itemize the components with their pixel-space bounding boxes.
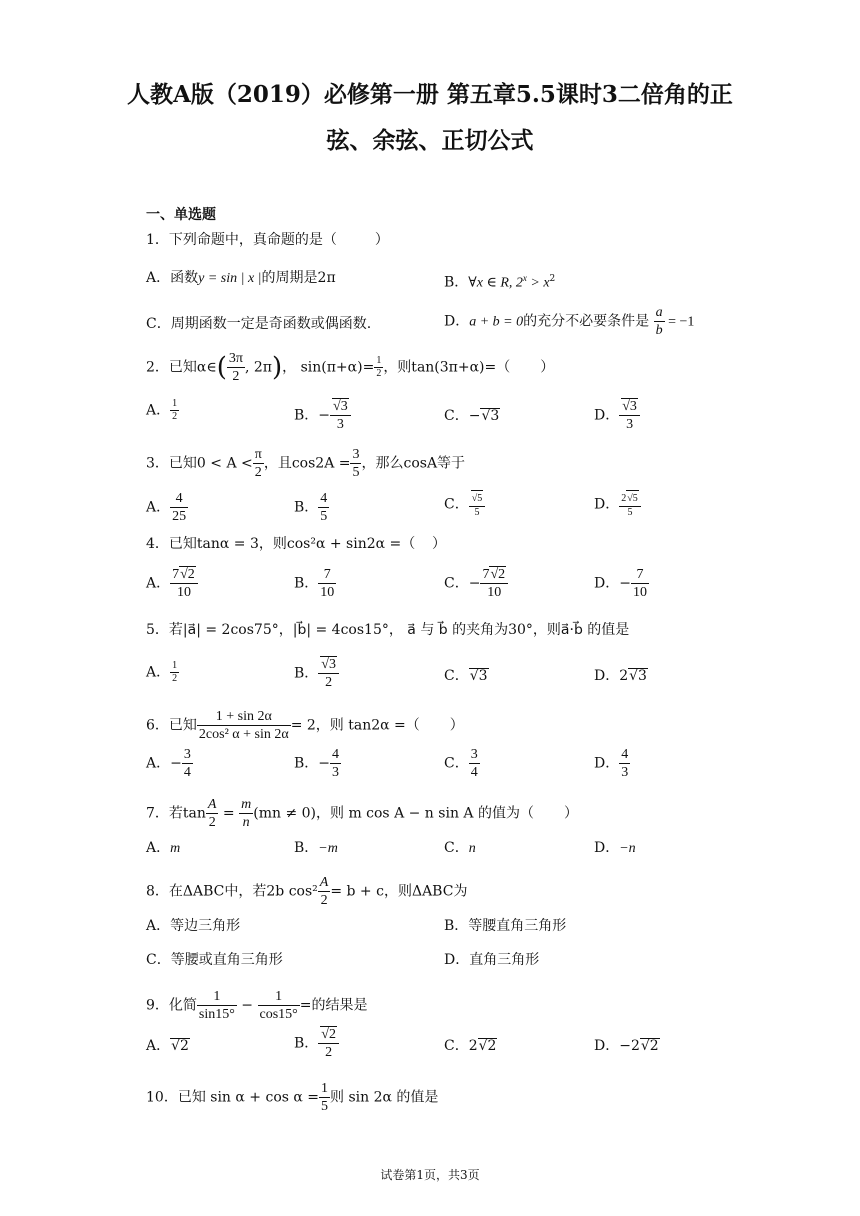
question-10-stem: 10．已知 sin α + cos α = $\frac{1}{5}$ 则 sin 2α 的值是 [146,1081,439,1114]
question-8-stem: 8．在ΔABC中，若2b cos² $\frac{A}{2}$ = b + c，则ΔABC为 [146,875,468,908]
page-title-line1: 人教A版（2019）必修第一册 第五章5.5课时3二倍角的正 [127,81,733,108]
question-2-option-d: D． $\frac{√3}{3}$ [594,398,640,433]
question-6-option-a: A．− $\frac{3}{4}$ [146,747,191,780]
question-4-option-c: C．− $\frac{7√2}{10}$ [444,566,508,601]
question-9-option-a: A．√2 [146,1038,189,1054]
question-3-option-b: B． $\frac{4}{5}$ [294,491,328,524]
question-2-stem: 2．已知α∈( $\frac{3\pi}{2}$ , 2π)， sin(π+α)= $\frac{1}{2}$ ，则tan(3π+α)=（ ） [146,351,555,384]
question-8-option-d: D．直角三角形 [444,952,540,968]
question-4-option-b: B． $\frac{7}{10}$ [294,567,335,600]
question-5-stem: 5．若|a⃗| = 2cos75°，|b⃗| = 4cos15°， a⃗ 与 b⃗ 的夹角为30°，则a⃗·b⃗ 的值是 [146,622,630,638]
question-8-option-a: A．等边三角形 [146,918,241,934]
question-3-option-d: D． $\frac{2√5}{5}$ [594,490,641,519]
question-6-stem: 6．已知 $\frac{1 + \sin 2\alpha}{\text{2cos² α + sin 2α}}$ = 2，则 tan2α =（ ） [146,709,464,742]
question-4-option-a: A． $\frac{7√2}{10}$ [146,566,198,601]
question-3-stem: 3．已知0 < A < $\frac{\pi}{2}$ ，且cos2A = $\frac{3}{5}$ ，那么cosA等于 [146,447,466,480]
question-1-stem: 1．下列命题中，真命题的是（ ） [146,232,389,248]
question-2-option-c: C．−√3 [444,408,500,424]
section-heading: 一、单选题 [146,207,216,223]
question-6-option-c: C． $\frac{3}{4}$ [444,747,478,780]
question-3-option-a: A． $\frac{4}{25}$ [146,491,187,524]
question-7-option-a: A．m [146,840,181,856]
question-2-option-a: A． $\frac{1}{2}$ [146,398,178,422]
question-5-option-b: B． $\frac{√3}{2}$ [294,656,339,691]
question-6-option-d: D． $\frac{4}{3}$ [594,747,629,780]
question-4-stem: 4．已知tanα = 3，则cos²α + sin2α =（ [146,536,416,552]
page-title-line2: 弦、余弦、正切公式 [326,127,534,154]
question-1-option-a: A．函数y = sin | x |的周期是2π [146,270,336,286]
question-9-option-b: B． $\frac{√2}{2}$ [294,1026,339,1061]
page-footer: 试卷第1页，共3页 [380,1168,480,1182]
question-8-option-c: C．等腰或直角三角形 [146,952,283,968]
question-8-option-b: B．等腰直角三角形 [444,918,567,934]
question-4-paren: ） [432,536,446,552]
question-7-option-d: D．−n [594,840,636,856]
question-1-option-d: D．a + b = 0的充分不必要条件是 $\frac{a}{b}$ = −1 [444,305,695,338]
question-7-stem: 7．若tan $\frac{A}{2}$ = $\frac{m}{n}$ (mn ≠ 0)，则 m cos A − n sin A 的值为（ ） [146,797,578,830]
question-2-option-b: B．− $\frac{√3}{3}$ [294,398,351,433]
question-5-option-a: A． $\frac{1}{2}$ [146,660,178,684]
question-9-option-d: D．−2√2 [594,1038,659,1054]
question-3-option-c: C． $\frac{√5}{5}$ [444,490,485,519]
question-9-stem: 9．化简 $\frac{1}{\sin 15^\circ}$ − $\frac{1}{\cos 15^\circ}$ =的结果是 [146,989,368,1022]
question-5-option-d: D．2√3 [594,668,647,684]
question-1-option-b: B．∀x ∈ R, $2^x > x^2$ [444,273,556,291]
question-4-option-d: D．− $\frac{7}{10}$ [594,567,647,600]
question-7-option-b: B．−m [294,840,338,856]
question-1-option-c: C．周期函数一定是奇函数或偶函数. [146,316,372,332]
question-9-option-c: C．2√2 [444,1038,497,1054]
question-6-option-b: B．− $\frac{4}{3}$ [294,747,340,780]
question-7-option-c: C．n [444,840,476,856]
question-5-option-c: C．√3 [444,668,488,684]
